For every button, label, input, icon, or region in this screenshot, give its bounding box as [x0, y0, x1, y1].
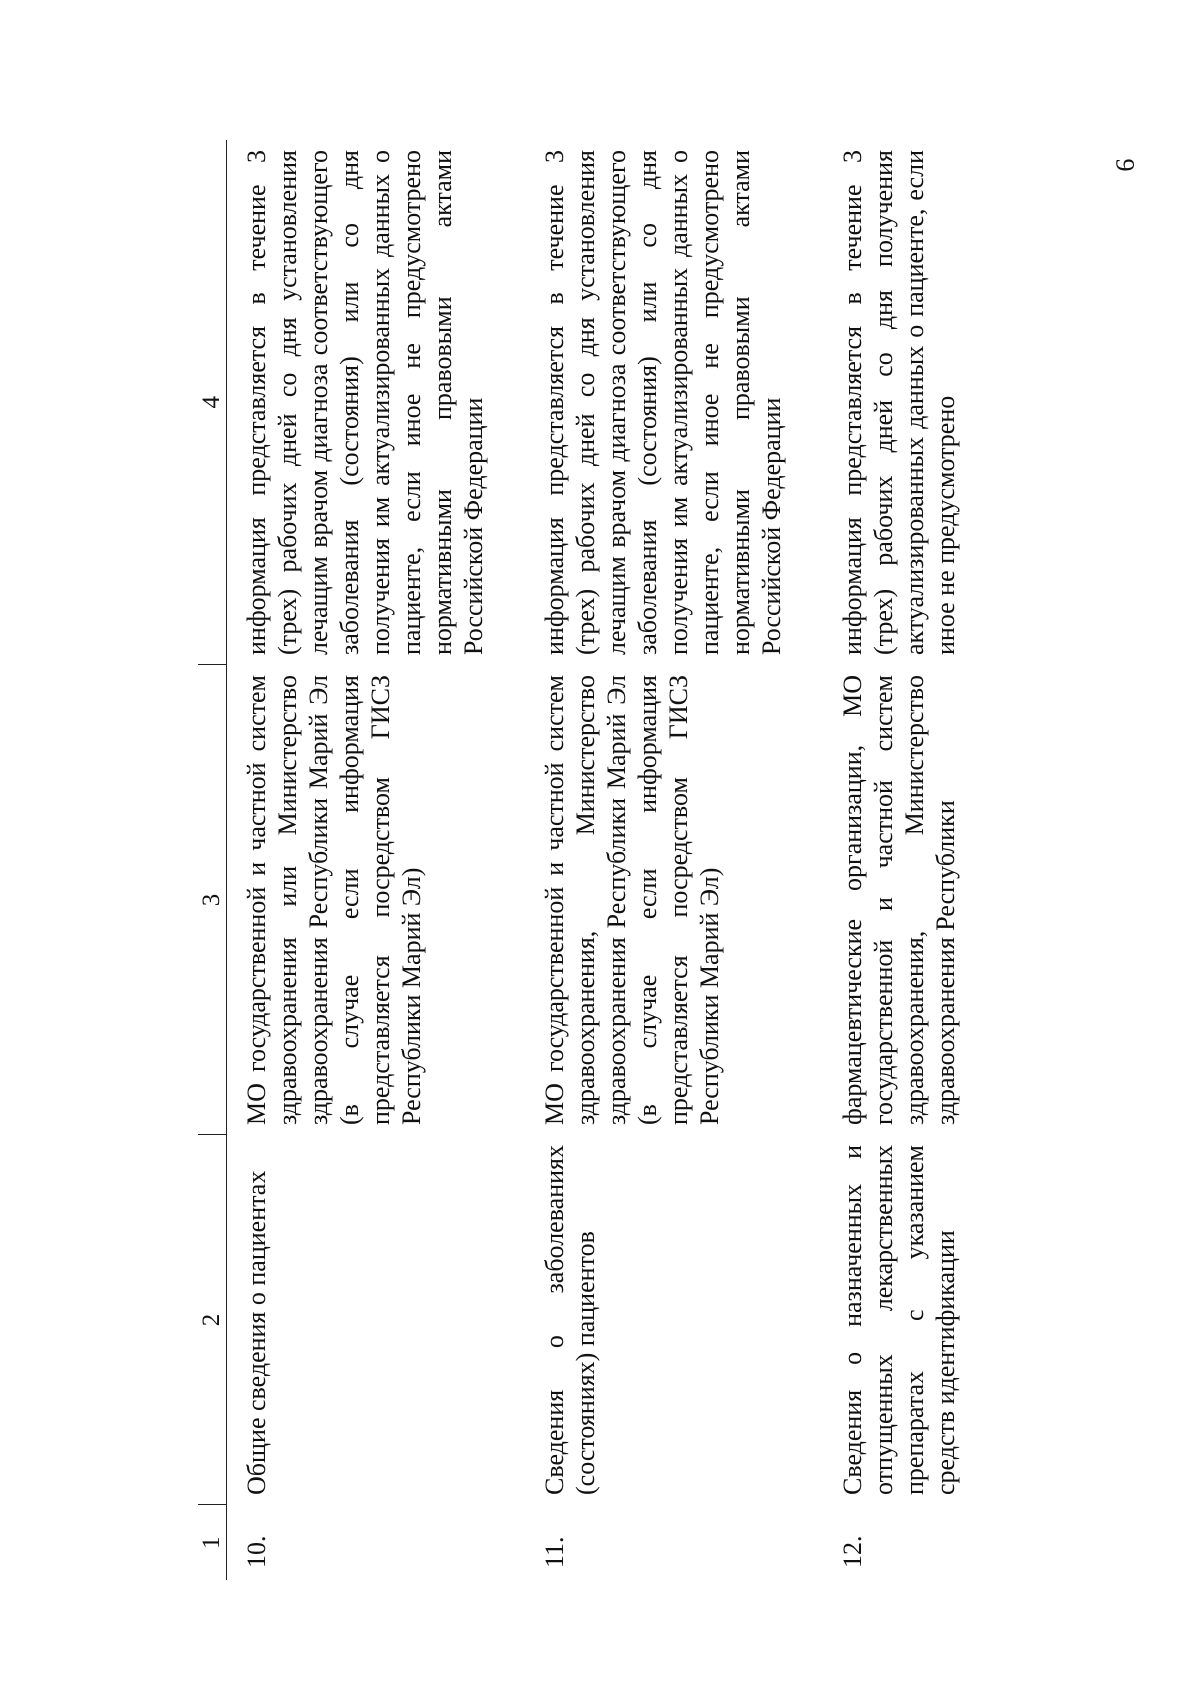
info-provider: МО государственной и частной систем здравоохранения, Министерство здравоохранения Республики Марий Эл (в случае если информация представляется посредством ГИСЗ Республики Марий Эл) [540, 675, 724, 1125]
info-provider: МО государственной и частной систем здравоохранения или Министерство здравоохранения Республики Марий Эл (в случае если информация представляется посредством ГИСЗ Республики Марий Эл) [242, 675, 426, 1125]
info-provider: фармацевтические организации, МО государственной и частной систем здравоохранения, Министерство здравоохранения Республики [838, 675, 960, 1125]
rotated-page-content [198, 140, 1058, 1580]
column-header-3: 3 [198, 665, 227, 1135]
data-table [198, 140, 1063, 1580]
row-number: 11. [540, 1536, 569, 1568]
header-row [198, 140, 227, 1580]
info-name: Общие сведения о пациентах [242, 1170, 271, 1495]
column-header-1: 1 [198, 1505, 227, 1580]
column-header-2: 2 [198, 1135, 227, 1505]
page-number: 9 [1110, 158, 1140, 172]
info-term: информация представляется в течение 3 (трех) рабочих дней со дня получения актуализированных данных о пациенте, если иное не предусмотрено [838, 150, 960, 655]
info-term: информация представляется в течение 3 (трех) рабочих дней со дня установления лечащим врачом диагноза соответствующего заболевания (состояния) или со дня получения им актуализированных данных о пациенте, если иное не предусмотрено нормативными правовыми актами Российской Федерации [242, 150, 488, 655]
row-number: 12. [838, 1535, 867, 1568]
info-name: Сведения о заболеваниях (состояниях) пациентов [540, 1145, 600, 1495]
row-number: 10. [242, 1535, 271, 1568]
table-row [525, 140, 823, 1580]
info-term: информация представляется в течение 3 (трех) рабочих дней со дня установления лечащим врачом диагноза соответствующего заболевания (состояния) или со дня получения им актуализированных данных о пациенте, если иное не предусмотрено нормативными правовыми актами Российской Федерации [540, 150, 786, 655]
info-name: Сведения о назначенных и отпущенных лекарственных препаратах с указанием средств идентификации [838, 1145, 960, 1495]
table-row [823, 140, 1063, 1580]
column-header-4: 4 [198, 140, 227, 665]
table-row [227, 140, 526, 1580]
